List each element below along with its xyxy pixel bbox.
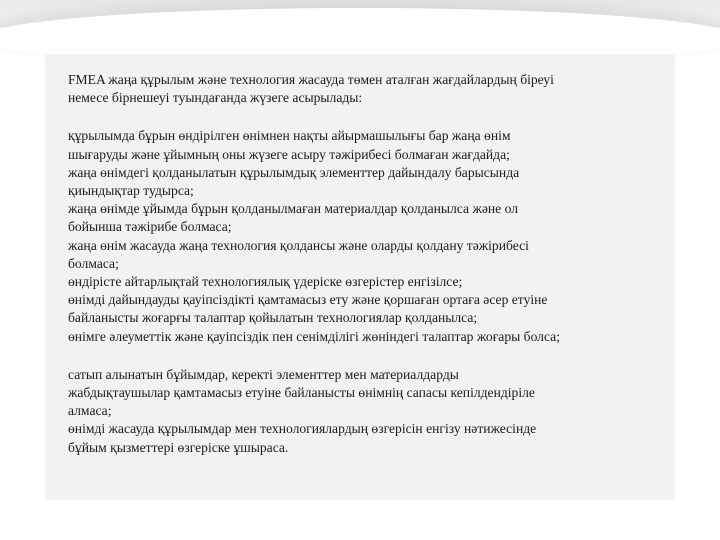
list-line: бұйым қызметтері өзгеріске ұшыраса. — [68, 439, 289, 455]
list-line: бойынша тәжірибе болмаса; — [68, 219, 232, 235]
text-body — [68, 71, 668, 457]
list-line: қиындықтар тудырса; — [68, 183, 194, 199]
paragraph-gap — [68, 107, 668, 127]
list-line: құрылымда бұрын өндірілген өнімнен нақты айырмашылығы бар жаңа өнім — [68, 128, 511, 144]
list-line: алмаса; — [68, 403, 112, 419]
list-line: болмаса; — [68, 255, 119, 271]
list-line: байланысты жоғарғы талаптар қойылатын технологиялар қолданылса; — [68, 310, 478, 326]
supplier-list — [68, 366, 668, 457]
list-line: өндірісте айтарлықтай технологиялық үдеріске өзгерістер енгізілсе; — [68, 274, 463, 290]
list-line: жаңа өнім жасауда жаңа технология қолдансы және оларды қолдану тәжірибесі — [68, 237, 529, 253]
intro-line: немесе бірнешеуі туындағанда жүзеге асырылады: — [68, 90, 363, 106]
list-line: өнімді дайындауды қауіпсіздікті қамтамасыз ету және қоршаған ортаға әсер етуіне — [68, 292, 548, 308]
list-line: сатып алынатын бұйымдар, керекті элементтер мен материалдарды — [68, 366, 459, 382]
paragraph-gap — [68, 346, 668, 366]
list-line: жаңа өнімде ұйымда бұрын қолданылмаған материалдар қолданылса және ол — [68, 201, 519, 217]
intro-line: FMEA жаңа құрылым және технология жасауда төмен аталған жағдайлардың біреуі — [68, 72, 554, 87]
conditions-list — [68, 127, 668, 345]
list-line: шығаруды және ұйымның оны жүзеге асыру тәжірибесі болмаған жағдайда; — [68, 146, 510, 162]
list-line: жабдықтаушылар қамтамасыз етуіне байланысты өнімнің сапасы кепілдендіріле — [68, 385, 535, 401]
list-line: өнімге әлеуметтік және қауіпсіздік пен сенімділігі жөніндегі талаптар жоғары болса; — [68, 328, 560, 344]
intro-paragraph — [68, 71, 668, 107]
list-line: өнімді жасауда құрылымдар мен технологиялардың өзгерісін енгізу нәтижесінде — [68, 421, 537, 437]
list-line: жаңа өнімдегі қолданылатын құрылымдық элементтер дайындалу барысында — [68, 164, 520, 180]
